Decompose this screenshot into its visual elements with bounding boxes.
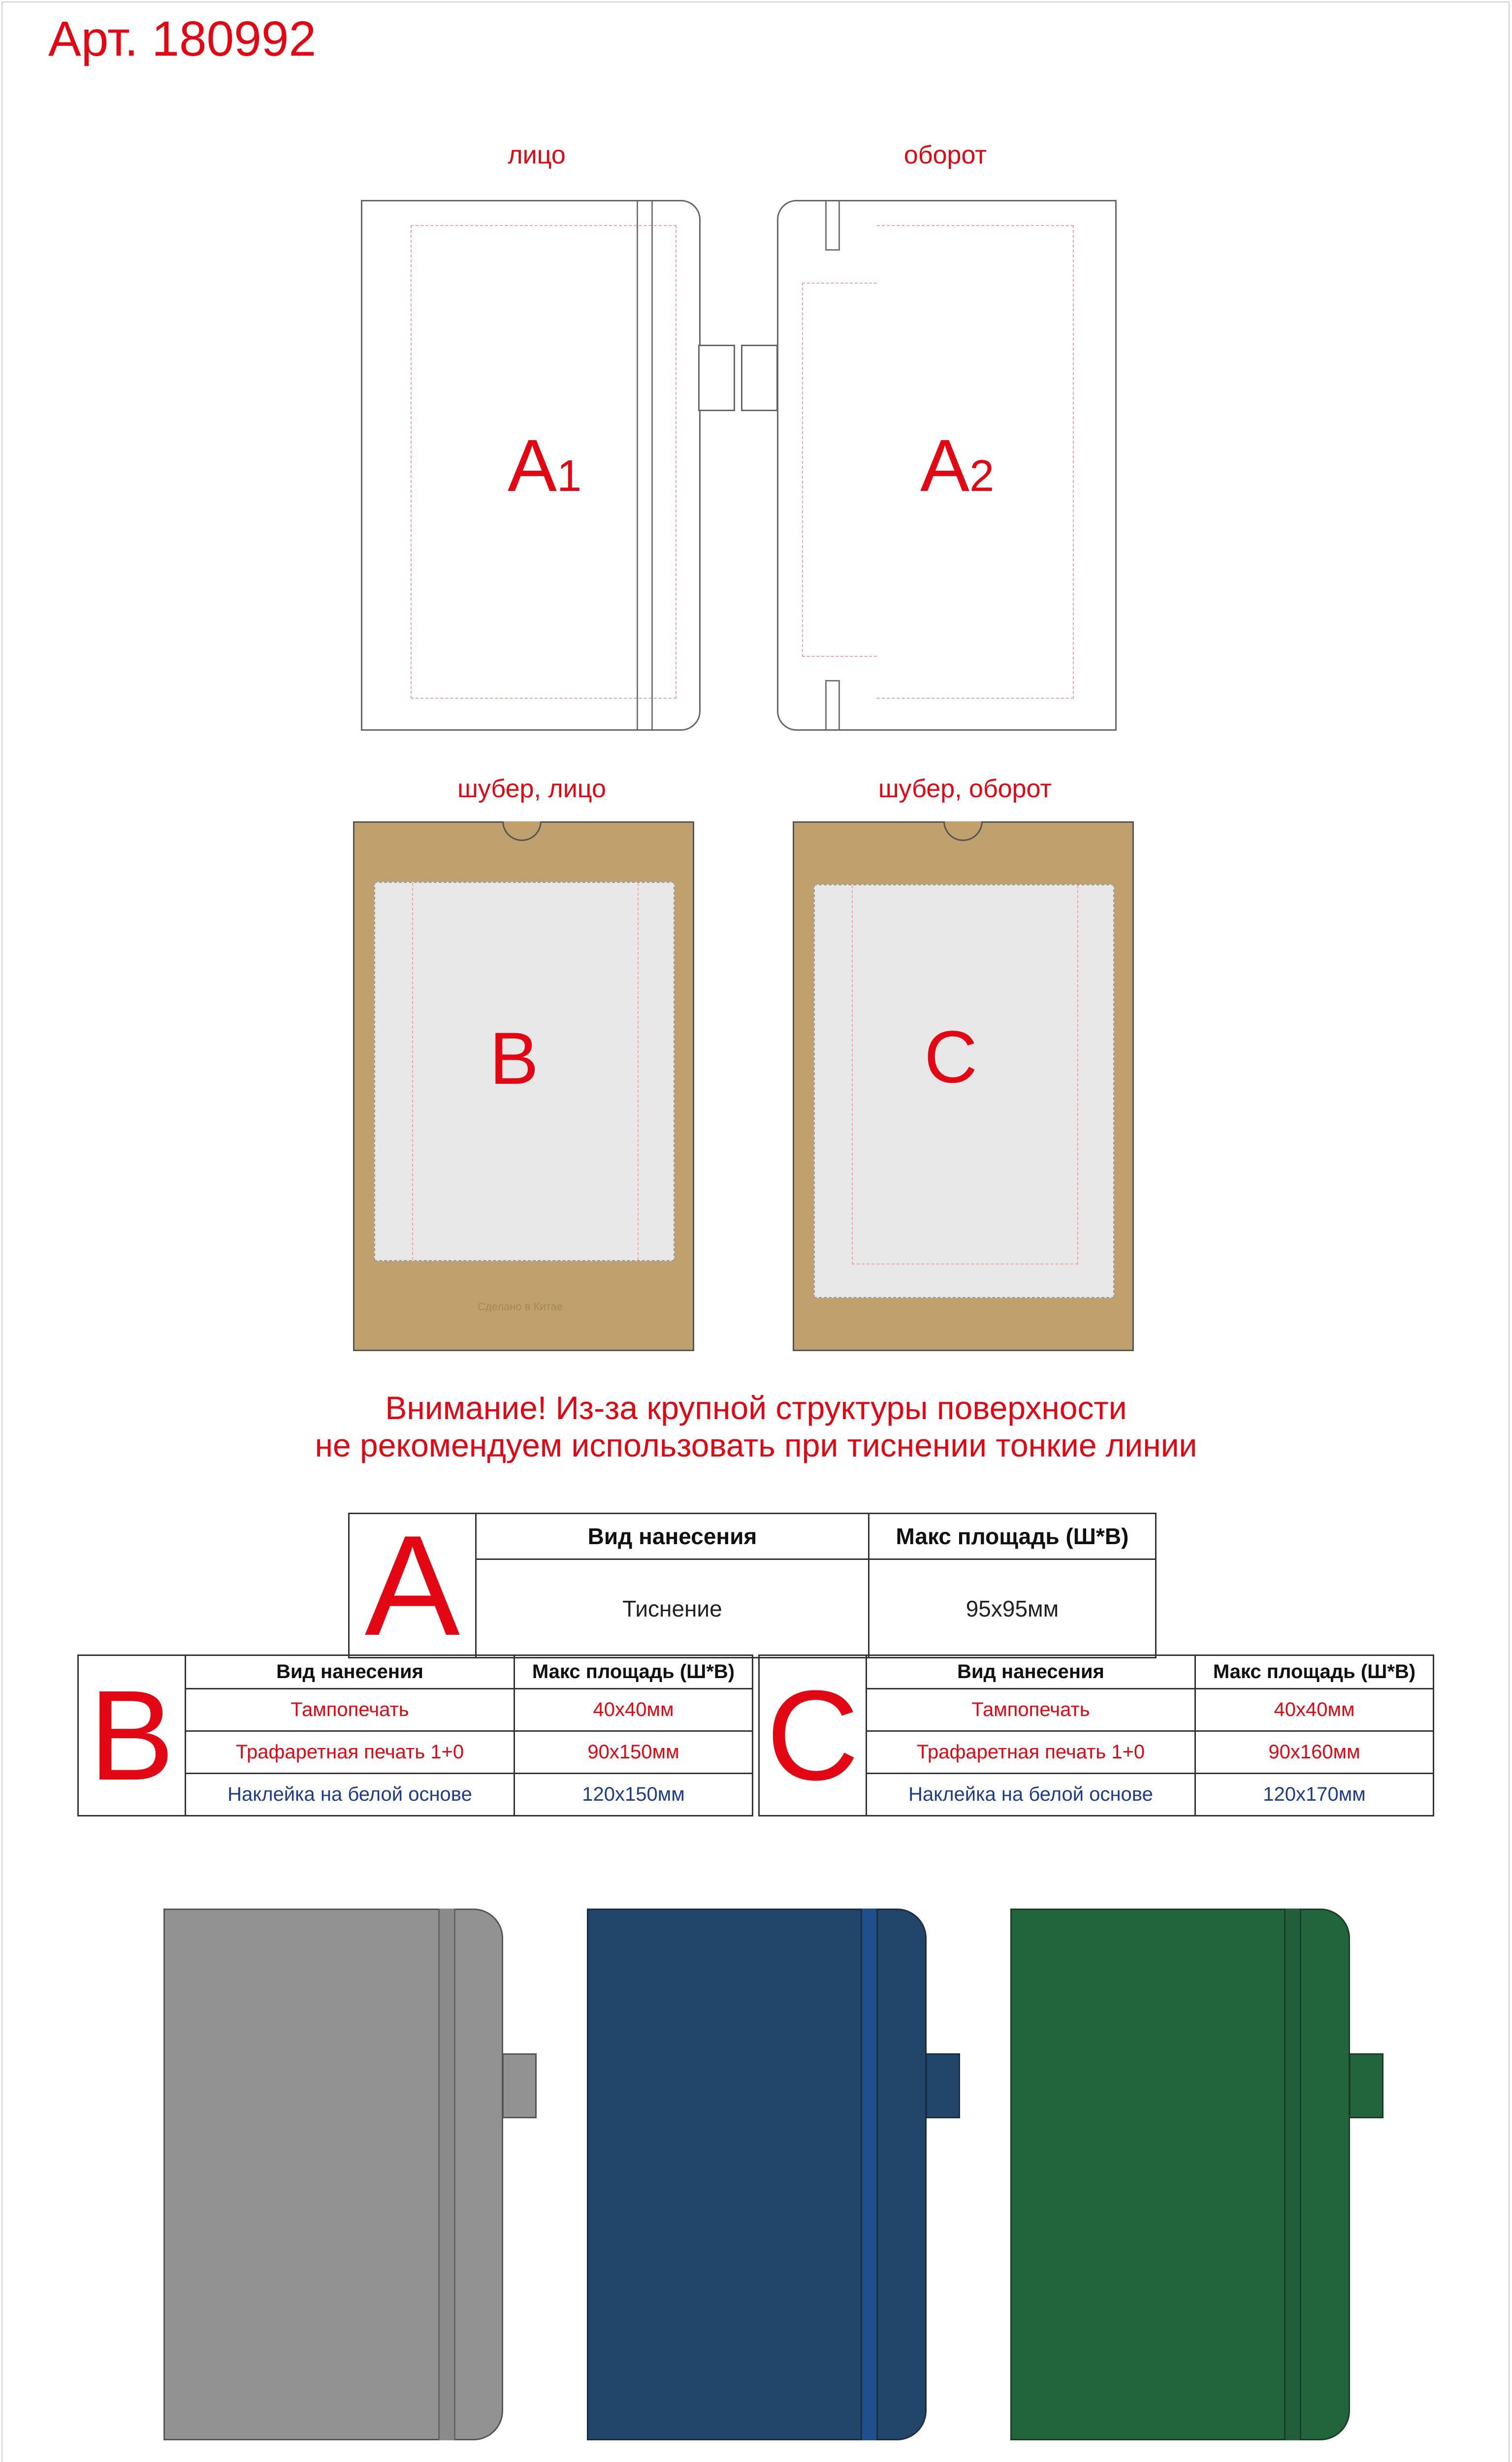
window-c	[814, 884, 1114, 1298]
table-a	[348, 1506, 1157, 1665]
table-c-method: Трафаретная печать 1+0	[867, 1731, 1195, 1774]
table-a-method: Тиснение	[476, 1559, 869, 1658]
table-c-header-method: Вид нанесения	[867, 1655, 1195, 1689]
back-cover	[777, 200, 1117, 731]
band-slot-bottom	[825, 680, 840, 729]
sleeve-imprint: Сделано в Китае	[478, 1300, 563, 1313]
table-c-size: 90x160мм	[1195, 1731, 1434, 1774]
front-label: лицо	[508, 141, 566, 169]
table-c	[758, 1654, 1434, 1816]
sleeve-back-label: шубер, оборот	[878, 775, 1052, 803]
front-cover	[361, 200, 701, 731]
notebook-green-tab	[1349, 2053, 1383, 2118]
table-b	[77, 1654, 753, 1816]
sleeve-notch	[502, 821, 542, 841]
table-b-size: 120x150мм	[515, 1774, 753, 1816]
elastic-band	[637, 201, 653, 729]
notebook-grey-tab	[502, 2053, 537, 2118]
warning-line-2: не рекомендуем использовать при тиснении тонкие линии	[315, 1426, 1197, 1463]
notebook-grey-band	[438, 1909, 455, 2440]
table-b-method: Трафаретная печать 1+0	[186, 1731, 515, 1774]
table-a-letter: A	[349, 1514, 476, 1658]
notebook-blue-tab	[926, 2053, 960, 2118]
pen-loop-front	[698, 345, 735, 411]
warning-line-1: Внимание! Из-за крупной структуры поверхности	[385, 1390, 1127, 1426]
table-c-letter: C	[759, 1655, 867, 1816]
zone-b-label: B	[489, 1017, 539, 1100]
table-b-size: 40x40мм	[515, 1689, 753, 1731]
notebook-green-band	[1284, 1909, 1301, 2440]
print-area-a2-left	[802, 283, 877, 657]
article-title: Арт. 180992	[48, 11, 317, 66]
table-a-header-method: Вид нанесения	[476, 1514, 869, 1559]
table-c-size: 40x40мм	[1195, 1689, 1434, 1731]
warning-text	[0, 1390, 1512, 1464]
sleeve-front-label: шубер, лицо	[457, 775, 606, 803]
sleeve-front	[353, 821, 694, 1351]
window-b	[374, 882, 675, 1261]
table-b-method: Тампопечать	[186, 1689, 515, 1731]
table-b-method: Наклейка на белой основе	[186, 1774, 515, 1816]
sleeve-notch	[943, 821, 983, 841]
table-c-method: Наклейка на белой основе	[867, 1774, 1195, 1816]
zone-a1-label: A1	[508, 424, 582, 507]
table-b-letter: B	[78, 1655, 186, 1816]
table-c-method: Тампопечать	[867, 1689, 1195, 1731]
sleeve-back	[793, 821, 1134, 1351]
table-c-header-size: Макс площадь (Ш*В)	[1195, 1655, 1434, 1689]
zone-a2-label: A2	[920, 424, 995, 507]
table-a-size: 95x95мм	[869, 1559, 1156, 1658]
table-b-size: 90x150мм	[515, 1731, 753, 1774]
pen-loop-back	[741, 345, 778, 411]
zone-c-label: C	[924, 1015, 978, 1098]
band-slot-top	[825, 201, 840, 251]
table-c-size: 120x170мм	[1195, 1774, 1434, 1816]
table-b-header-size: Макс площадь (Ш*В)	[515, 1655, 753, 1689]
table-a-header-size: Макс площадь (Ш*В)	[869, 1514, 1156, 1559]
back-label: оборот	[903, 141, 987, 169]
notebook-blue-band	[861, 1909, 878, 2440]
table-b-header-method: Вид нанесения	[186, 1655, 515, 1689]
